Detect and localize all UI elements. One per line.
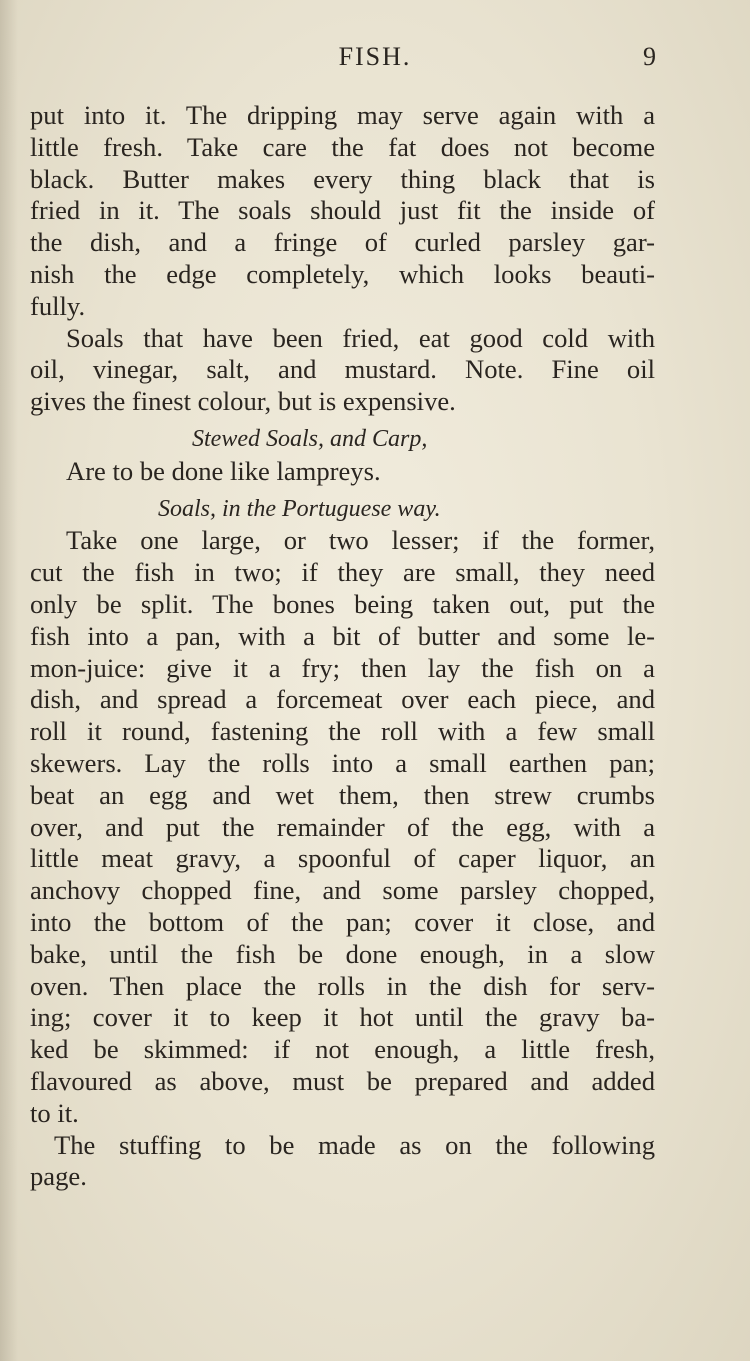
text-line: bake, until the fish be done enough, in a slow <box>30 938 655 969</box>
text-line: into the bottom of the pan; cover it close, and <box>30 906 655 937</box>
text-line: The stuffing to be made as on the following <box>54 1129 655 1160</box>
body-text <box>30 100 655 1193</box>
text-line: ked be skimmed: if not enough, a little fresh, <box>30 1034 655 1065</box>
text-line: skewers. Lay the rolls into a small earthen pan; <box>30 747 655 778</box>
text-line: dish, and spread a forcemeat over each piece, and <box>30 684 655 715</box>
text-line: to it. <box>30 1097 79 1128</box>
text-line: little fresh. Take care the fat does not become <box>30 131 655 162</box>
text-line: anchovy chopped fine, and some parsley chopped, <box>30 875 655 906</box>
text-line: flavoured as above, must be prepared and added <box>30 1065 655 1096</box>
page-header <box>0 42 750 82</box>
text-line: beat an egg and wet them, then strew crumbs <box>30 779 655 810</box>
text-line: Take one large, or two lesser; if the former, <box>66 525 655 556</box>
text-line: fried in it. The soals should just fit the inside of <box>30 195 655 226</box>
text-line: mon-juice: give it a fry; then lay the fish on a <box>30 652 655 683</box>
page-number: 9 <box>643 42 656 71</box>
text-line: gives the finest colour, but is expensive. <box>30 386 456 417</box>
text-line: little meat gravy, a spoonful of caper liquor, an <box>30 843 655 874</box>
text-line: page. <box>30 1161 87 1192</box>
text-line: the dish, and a fringe of curled parsley gar- <box>30 227 655 258</box>
recipe-heading: Stewed Soals, and Carp, <box>192 425 428 452</box>
text-line: fully. <box>30 290 86 321</box>
text-line: ing; cover it to keep it hot until the gravy ba- <box>30 1002 655 1033</box>
text-line: oven. Then place the rolls in the dish for serv- <box>30 970 655 1001</box>
running-head: FISH. <box>338 42 412 71</box>
text-line: roll it round, fastening the roll with a few small <box>30 716 655 747</box>
text-line: put into it. The dripping may serve again with a <box>30 100 655 130</box>
text-line: black. Butter makes every thing black that is <box>30 163 655 194</box>
text-line: over, and put the remainder of the egg, with a <box>30 811 655 842</box>
text-line: oil, vinegar, salt, and mustard. Note. Fine oil <box>30 354 655 385</box>
text-line: cut the fish in two; if they are small, they need <box>30 557 655 588</box>
text-line: only be split. The bones being taken out, put the <box>30 588 655 619</box>
text-line: nish the edge completely, which looks beauti- <box>30 258 655 289</box>
text-line: fish into a pan, with a bit of butter and some le- <box>30 620 655 651</box>
text-line: Soals that have been fried, eat good cold with <box>66 322 655 353</box>
binding-shadow <box>0 0 18 1361</box>
text-line: Are to be done like lampreys. <box>66 455 381 486</box>
recipe-heading: Soals, in the Portuguese way. <box>158 495 441 522</box>
